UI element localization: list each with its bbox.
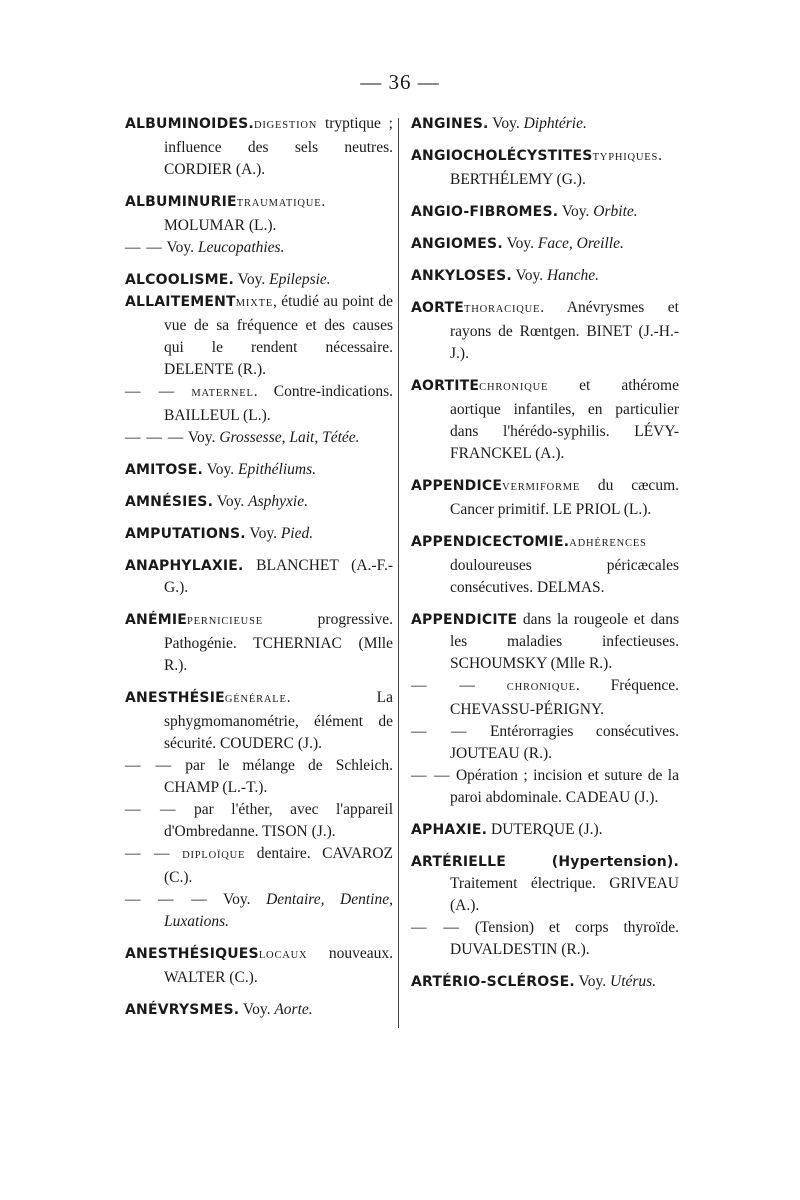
index-entry (411, 917, 679, 961)
entry-text: Voy. (574, 973, 610, 990)
index-entry (125, 291, 393, 381)
entry-text: Voy. (166, 239, 198, 256)
entry-dash: — — — (125, 429, 185, 446)
entry-headword: ANGIOMES. (411, 236, 503, 252)
entry-text: dans la rougeole et dans les maladies infectieuses. SCHOUMSKY (Mlle R.). (450, 611, 679, 672)
entry-dash: — — — (125, 891, 208, 908)
right-column (411, 113, 679, 993)
entry-headword: ANÉMIE (125, 612, 188, 628)
index-entry (411, 675, 679, 721)
entry-reference: Face, Oreille. (537, 235, 624, 252)
entry-text: DUTERQUE (J.). (487, 821, 603, 838)
entry-qualifier: TRAUMATIQUE (236, 198, 322, 209)
entry-text: . La sphygmomanométrie, élément de sécurité. COUDERC (J.). (164, 689, 393, 752)
entry-text: (Tension) et corps thyroïde. DUVALDESTIN (R.). (450, 919, 679, 958)
index-entry (125, 943, 393, 989)
entry-dash: — — (125, 801, 177, 818)
index-entry (125, 381, 393, 427)
entry-headword: AMITOSE. (125, 462, 203, 478)
entry-dash: — — (125, 757, 173, 774)
entry-text: par l'éther, avec l'appareil d'Ombredanne. TISON (J.). (164, 801, 394, 840)
entry-text: Opération ; incision et suture de la paroi abdominale. CADEAU (J.). (450, 767, 679, 806)
entry-reference: Aorte. (274, 1001, 313, 1018)
entry-headword: ANKYLOSES. (411, 268, 512, 284)
index-entry (125, 491, 393, 513)
entry-headword: ALBUMINOIDES. (125, 116, 254, 132)
entry-text: Traitement électrique. GRIVEAU (A.). (450, 875, 679, 914)
entry-text: . Contre-indications. BAILLEUL (L.). (164, 383, 393, 424)
entry-qualifier: MIXTE (235, 298, 274, 309)
entry-headword: ANGINES. (411, 116, 489, 132)
index-entry (411, 265, 679, 287)
entry-headword: APPENDICECTOMIE. (411, 534, 570, 550)
entry-text: . BERTHÉLEMY (G.). (450, 147, 663, 188)
entry-text: Voy. (203, 461, 239, 478)
index-entry (411, 475, 679, 521)
entry-headword: AMNÉSIES. (125, 494, 214, 510)
entry-dash: — — (411, 677, 476, 694)
index-entry (411, 819, 679, 841)
index-entry (411, 851, 679, 917)
entry-headword: ANESTHÉSIQUES (125, 946, 259, 962)
index-entry (125, 609, 393, 677)
entry-text: . Anévrysmes et rayons de Rœntgen. BINET (J.-H.-J.). (450, 299, 679, 362)
entry-reference: Epilepsie. (269, 271, 331, 288)
index-entry (411, 531, 679, 599)
entry-qualifier: GÉNÉRALE (224, 694, 287, 705)
index-entry (411, 971, 679, 993)
entry-headword: ALLAITEMENT (125, 294, 236, 310)
entry-headword: APPENDICE (411, 478, 503, 494)
entry-text: dentaire. CAVAROZ (C.). (164, 845, 394, 886)
entry-text: Entérorragies consécutives. JOUTEAU (R.). (450, 723, 680, 762)
entry-text: BLANCHET (A.-F.-G.). (164, 557, 393, 596)
index-entry (411, 145, 679, 191)
entry-dash: — — (125, 239, 163, 256)
index-entry (411, 609, 679, 675)
index-entry (125, 799, 393, 843)
entry-headword: AORTITE (411, 378, 480, 394)
entry-qualifier: CHRONIQUE (506, 682, 576, 693)
index-entry (125, 843, 393, 889)
entry-headword: AMPUTATIONS. (125, 526, 246, 542)
entry-text: Voy. (239, 1001, 275, 1018)
entry-text: et athérome aortique infantiles, en particulier dans l'hérédo-syphilis. LÉVY-FRANCKEL (A.). (450, 377, 679, 462)
entry-reference: Dentaire, Dentine, Luxations. (164, 891, 393, 930)
entry-text: par le mélange de Schleich. CHAMP (L.-T.). (164, 757, 394, 796)
entry-qualifier: ADHÉRENCES (569, 538, 647, 549)
entry-qualifier: MATERNEL (191, 388, 254, 399)
entry-text: Voy. (213, 493, 249, 510)
index-entry (125, 113, 393, 181)
entry-qualifier: DIPLOÏQUE (182, 850, 246, 861)
index-entry (125, 427, 393, 449)
entry-headword: APPENDICITE (411, 612, 518, 628)
entry-headword: ANESTHÉSIE (125, 690, 225, 706)
entry-headword: APHAXIE. (411, 822, 488, 838)
entry-headword: ANGIOCHOLÉCYSTITES (411, 148, 593, 164)
index-entry (411, 113, 679, 135)
index-entry (411, 721, 679, 765)
entry-dash: — — (411, 919, 460, 936)
entry-reference: Leucopathies. (197, 239, 285, 256)
column-divider (398, 118, 399, 1028)
index-entry (411, 765, 679, 809)
entry-text: progressive. Pathogénie. TCHERNIAC (Mlle R.). (164, 611, 393, 674)
entry-text: Voy. (187, 429, 220, 446)
index-entry (125, 523, 393, 545)
entry-text: , étudié au point de vue de sa fréquence et des causes qui le rendent nécessaire. DELENTE (R.). (164, 293, 393, 378)
entry-headword: ARTÉRIELLE (Hypertension). (411, 854, 679, 870)
entry-text: Voy. (222, 891, 267, 908)
entry-reference: Diphtérie. (523, 115, 587, 132)
left-column (125, 113, 393, 1021)
entry-text: douloureuses péricæcales consécutives. DELMAS. (450, 557, 679, 596)
index-entry (125, 269, 393, 291)
index-entry (125, 191, 393, 237)
entry-text: . Fréquence. CHEVASSU-PÉRIGNY. (450, 677, 679, 718)
entry-dash: — — (125, 845, 171, 862)
index-entry (125, 755, 393, 799)
index-entry (411, 201, 679, 223)
entry-text: tryptique ; influence des sels neutres. CORDIER (A.). (164, 115, 393, 178)
entry-text: . MOLUMAR (L.). (164, 193, 326, 234)
entry-reference: Grossesse, Lait, Tétée. (219, 429, 360, 446)
entry-dash: — — (411, 723, 468, 740)
entry-text: Voy. (502, 235, 538, 252)
index-entry (125, 889, 393, 933)
entry-reference: Orbite. (593, 203, 638, 220)
entry-headword: ANAPHYLAXIE. (125, 558, 244, 574)
entry-qualifier: THORACIQUE (464, 304, 541, 315)
page-number: — 36 — (360, 70, 440, 94)
index-entry (125, 687, 393, 755)
entry-headword: ALCOOLISME. (125, 272, 235, 288)
entry-text: nouveaux. WALTER (C.). (164, 945, 393, 986)
entry-text: Voy. (558, 203, 594, 220)
entry-dash: — — (411, 767, 451, 784)
entry-reference: Hanche. (546, 267, 600, 284)
entry-headword: ARTÉRIO-SCLÉROSE. (411, 974, 575, 990)
entry-headword: ANÉVRYSMES. (125, 1002, 240, 1018)
entry-reference: Epithéliums. (238, 461, 316, 478)
index-entry (411, 375, 679, 465)
entry-qualifier: DIGESTION (253, 120, 318, 131)
entry-reference: Pied. (280, 525, 314, 542)
entry-text: Voy. (488, 115, 524, 132)
entry-qualifier: LOCAUX (258, 950, 308, 961)
entry-qualifier: CHRONIQUE (479, 382, 549, 393)
entry-dash: — — (125, 383, 176, 400)
entry-reference: Asphyxie. (248, 493, 308, 510)
entry-qualifier: VERMIFORME (502, 482, 581, 493)
entry-reference: Utérus. (610, 973, 657, 990)
entry-headword: AORTE (411, 300, 465, 316)
entry-qualifier: PERNICIEUSE (187, 616, 263, 627)
index-entry (411, 233, 679, 255)
index-entry (125, 555, 393, 599)
index-entry (125, 459, 393, 481)
entry-text: Voy. (234, 271, 270, 288)
entry-text: Voy. (245, 525, 281, 542)
index-entry (125, 999, 393, 1021)
entry-text: du cæcum. Cancer primitif. LE PRIOL (L.). (450, 477, 679, 518)
entry-text: Voy. (511, 267, 547, 284)
entry-headword: ANGIO-FIBROMES. (411, 204, 559, 220)
index-entry (125, 237, 393, 259)
index-entry (411, 297, 679, 365)
entry-qualifier: TYPHIQUES (592, 152, 659, 163)
entry-headword: ALBUMINURIE (125, 194, 237, 210)
